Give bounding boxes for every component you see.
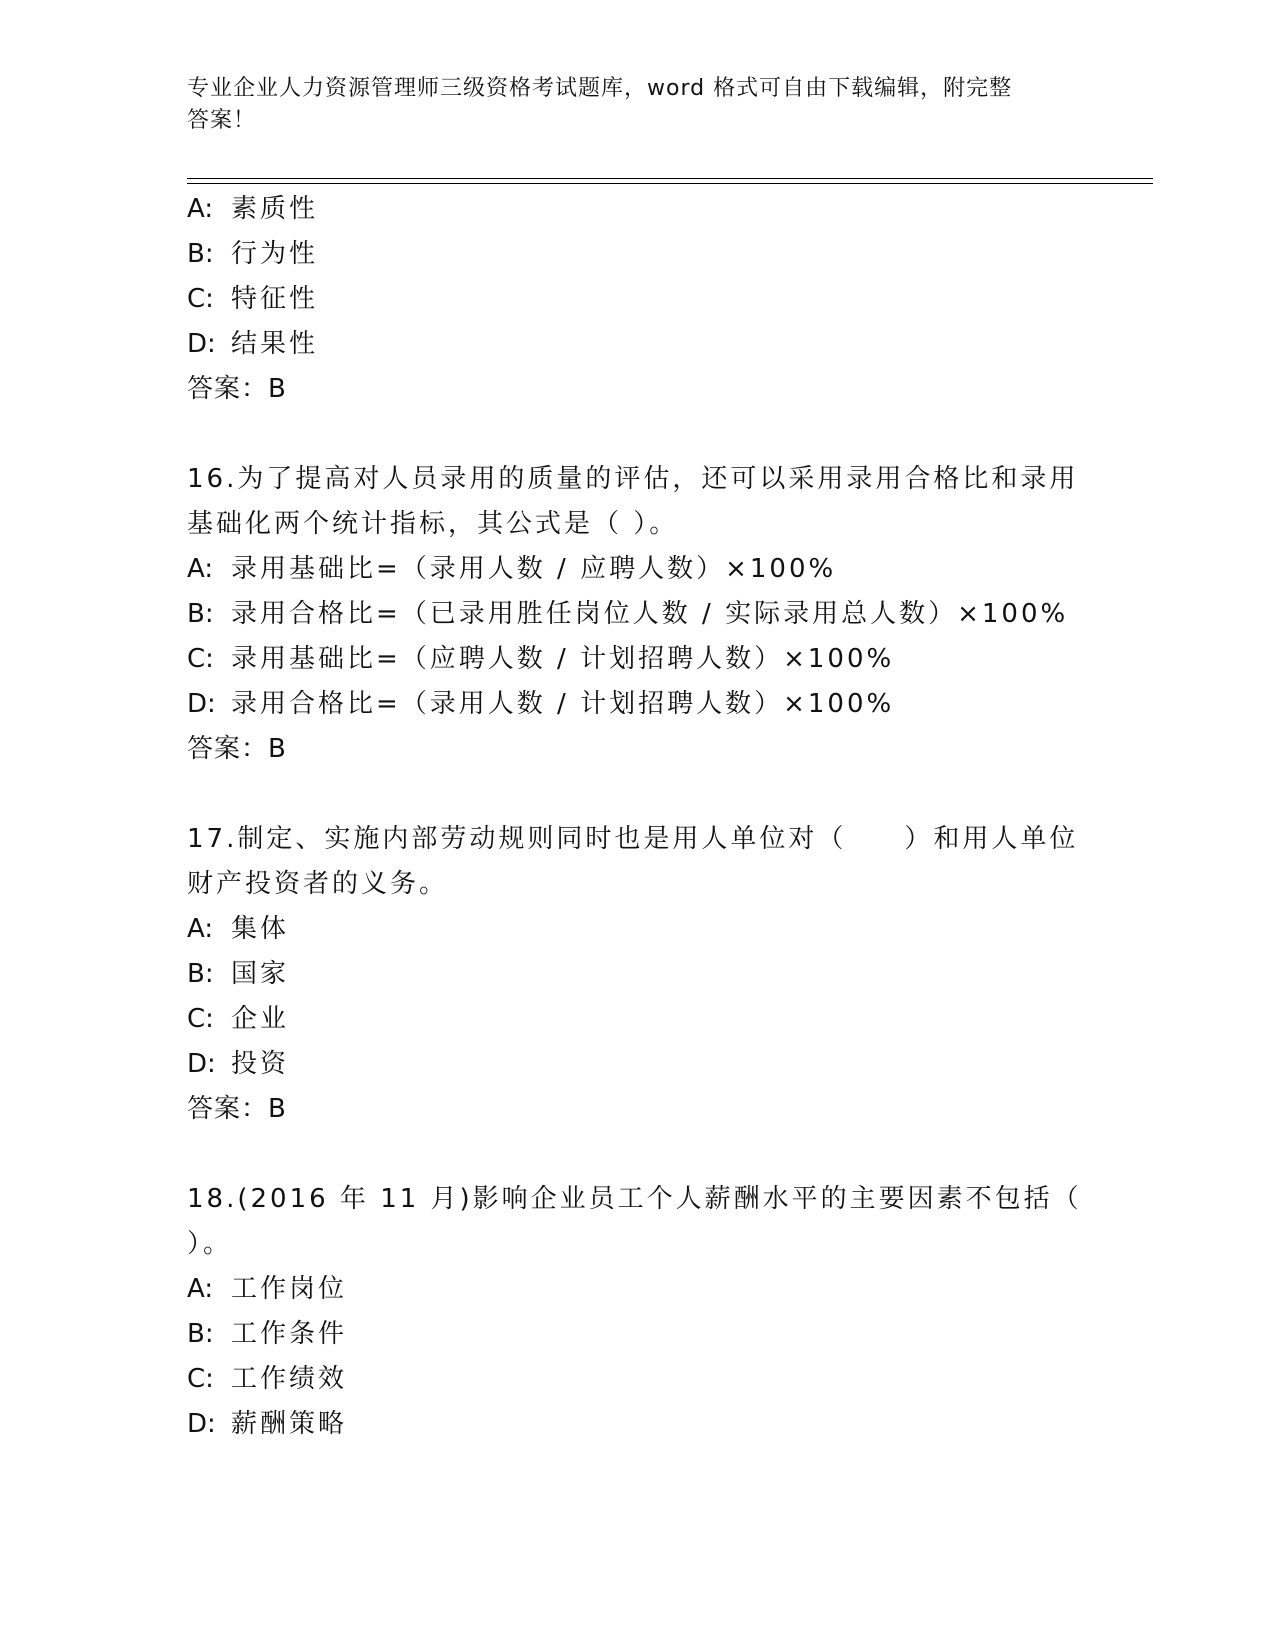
option-text: 录用合格比=（已录用胜任岗位人数 / 实际录用总人数）×100% [231, 599, 1069, 629]
option-text: 行为性 [231, 239, 319, 269]
page-header [187, 73, 1067, 137]
question-stem: 18.(2016 年 11 月)影响企业员工个人薪酬水平的主要因素不包括（ [187, 1184, 1082, 1214]
option-a [187, 552, 836, 586]
option-tag: A: [187, 1274, 214, 1304]
option-text: 集体 [231, 914, 290, 944]
option-d [187, 687, 894, 721]
option-text: 录用基础比=（应聘人数 / 计划招聘人数）×100% [231, 644, 895, 674]
option-b [187, 1317, 347, 1351]
option-tag: C: [187, 1004, 214, 1034]
header-line-1: 专业企业人力资源管理师三级资格考试题库，word 格式可自由下载编辑，附完整 [187, 76, 1013, 101]
option-tag: B: [187, 239, 214, 269]
option-a [187, 912, 289, 946]
question-stem-continued: ）。 [187, 1229, 233, 1259]
option-text: 薪酬策略 [231, 1409, 348, 1439]
answer-line: 答案：B [187, 374, 287, 404]
option-c [187, 1362, 347, 1396]
option-c [187, 1002, 289, 1036]
option-c [187, 282, 318, 316]
option-d [187, 1407, 347, 1441]
option-tag: A: [187, 914, 214, 944]
option-text: 企业 [231, 1004, 290, 1034]
option-a [187, 192, 318, 226]
option-tag: D: [187, 689, 216, 719]
option-text: 投资 [231, 1049, 290, 1079]
option-b [187, 237, 318, 271]
answer-line: 答案：B [187, 734, 287, 764]
header-divider-bottom [187, 183, 1153, 184]
option-tag: C: [187, 284, 214, 314]
question-stem-continued: 财产投资者的义务。 [187, 869, 449, 899]
option-text: 工作绩效 [231, 1364, 348, 1394]
option-tag: B: [187, 1319, 214, 1349]
option-text: 国家 [231, 959, 290, 989]
option-tag: D: [187, 329, 216, 359]
option-c [187, 642, 894, 676]
question-stem: 16.为了提高对人员录用的质量的评估，还可以采用录用合格比和录用 [187, 464, 1079, 494]
option-text: 录用合格比=（录用人数 / 计划招聘人数）×100% [231, 689, 895, 719]
question-stem: 17.制定、实施内部劳动规则同时也是用人单位对（ ）和用人单位 [187, 824, 1079, 854]
header-line-2: 答案！ [187, 108, 257, 133]
option-b [187, 957, 289, 991]
option-d [187, 1047, 289, 1081]
option-tag: B: [187, 599, 214, 629]
header-divider-top [187, 178, 1153, 179]
option-text: 录用基础比=（录用人数 / 应聘人数）×100% [231, 554, 837, 584]
question-stem-continued: 基础化两个统计指标，其公式是（ ）。 [187, 509, 679, 539]
option-text: 工作岗位 [231, 1274, 348, 1304]
option-tag: C: [187, 1364, 214, 1394]
option-text: 素质性 [231, 194, 319, 224]
option-d [187, 327, 318, 361]
option-text: 结果性 [231, 329, 319, 359]
option-tag: D: [187, 1049, 216, 1079]
option-tag: A: [187, 554, 214, 584]
option-tag: A: [187, 194, 214, 224]
option-b [187, 597, 1068, 631]
option-tag: B: [187, 959, 214, 989]
option-tag: C: [187, 644, 214, 674]
option-tag: D: [187, 1409, 216, 1439]
answer-line: 答案：B [187, 1094, 287, 1124]
option-text: 工作条件 [231, 1319, 348, 1349]
option-a [187, 1272, 347, 1306]
option-text: 特征性 [231, 284, 319, 314]
